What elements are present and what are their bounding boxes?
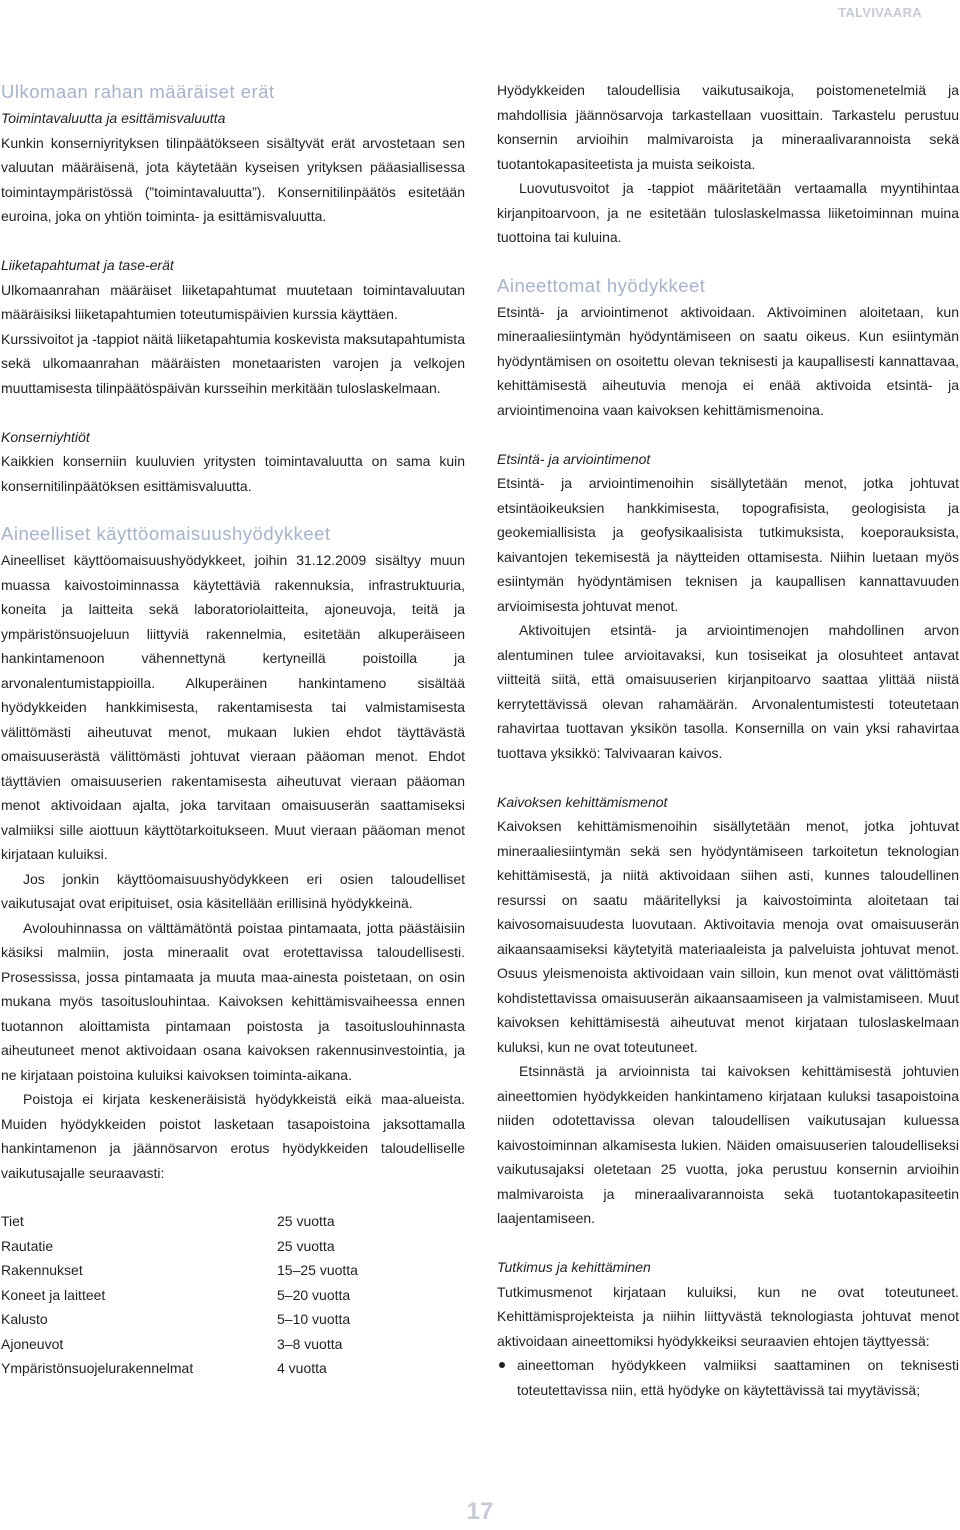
paragraph: Luovutusvoitot ja -tappiot määritetään vertaamalla myyntihintaa kirjanpitoarvoon, ja ne esitetään tuloslaskelmassa liiketoiminnan muina tuottoina tai kuluina. [497, 180, 959, 245]
subheading-transactions: Liiketapahtumat ja tase-erät [1, 257, 174, 273]
paragraph: Etsinnästä ja arvioinnista tai kaivoksen kehittämisestä johtuvien aineettomien hyödykkeiden hankintameno kirjataan kuluksi tasapoistoina niiden odotettavissa olevan taloudellisen vaikutusajan kuluessa kaivostoiminnan alkamisesta lukien. Näiden omaisuuserien taloudelliseksi vaikutusajaksi oletetaan 25 vuotta, joka perustuu konsernin arvioihin malmivaroista ja mineraalivarannoista sekä tuotantokapasiteetin laajentamiseen. [497, 1063, 959, 1226]
paragraph: Poistoja ei kirjata keskeneräisistä hyödykkeistä eikä maa-alueista. Muiden hyödykkeiden poistot lasketaan tasapoistoina jaksottamalla hankintamenon ja jäännösarvon erotus hyödykkeiden taloudelliselle vaikutusajalle seuraavasti: [1, 1091, 465, 1181]
useful-life-table [1, 1209, 465, 1381]
paragraph: Kaivoksen kehittämismenoihin sisällytetään menot, jotka johtuvat mineraaliesiintymän sekä sen hyödyntämiseen tarkoitetun teknologian kehittämisestä, ja niitä aktivoidaan siihen asti, kunnes taloudellinen resurssi on saatu määritellyksi ja kaivostoiminta aloitetaan tai kaivosomaisuudesta luovutaan. Aktivoitavia menoja ovat omaisuuserän aikaansaamiseksi käytetyitä materiaaleista ja palveluista johtuvat menot. Osuus yleismenoista aktivoidaan vain silloin, kun menot ovat välittömästi kohdistettavissa omaisuuserän aikaansaamiseen ja valmistamiseen. Muut kaivoksen kehittämisestä aiheutuvat menot kirjataan tuloslaskelmaan kuluksi, kun ne ovat toteutuneet. [497, 818, 959, 1055]
table-row [1, 1283, 465, 1308]
list-item [497, 1353, 959, 1402]
subheading-exploration: Etsintä- ja arviointimenot [497, 450, 651, 467]
heading-tangible-assets: Aineelliset käyttöomaisuushyödykkeet [1, 523, 331, 544]
paragraph: Jos jonkin käyttöomaisuushyödykkeen eri osien taloudelliset vaikutusajat ovat eripituiset, osia käsitellään erillisinä hyödykkeinä. [1, 870, 465, 911]
heading-foreign-currency: Ulkomaan rahan määräiset erät [1, 81, 275, 102]
table-row [1, 1307, 465, 1332]
paragraph: Kunkin konserniyrityksen tilinpäätökseen sisältyvät erät arvostetaan sen valuutan määräisenä, jota käytetään kyseisen yrityksen pääasiallisessa toimintaympäristössä (”toimintavaluutta”). Konsernitilinpäätös esitetään euroina, joka on yhtiön toiminta- ja esittämisvaluutta. [1, 134, 465, 224]
paragraph: Aktivoitujen etsintä- ja arviointimenojen mahdollinen arvon alentuminen tulee arvioitavaksi, kun tosiseikat ja olosuhteet antavat viitteitä siitä, että omaisuuserien kirjanpitoarvo saattaa ylittää niistä kerrytettävissä olevan rahamäärän. Arvonalentumistesti toteutetaan rahavirtaa tuottavan yksikön tasolla. Konsernilla on vain yksi rahavirtaa tuottava yksikkö: Talvivaaran kaivos. [497, 622, 959, 761]
paragraph: Kurssivoitot ja -tappiot näitä liiketapahtumia koskevista maksutapahtumista sekä ulkomaanrahan määräisten monetaaristen varojen ja velkojen muuttamisesta tilinpäätöspäivän kursseihin merkitään tuloslaskelmaan. [1, 330, 465, 396]
table-label: Ajoneuvot [1, 1335, 64, 1352]
table-label: Rakennukset [1, 1262, 83, 1278]
paragraph: Etsintä- ja arviointimenoihin sisällytetään menot, jotka johtuvat etsintäoikeuksien hankkimisesta, topografisista, geologisista ja geokemiallisista ja geofysikaalisista tutkimuksista, koeporauksista, kaivantojen tekemisestä ja näytteiden ottamisesta. Niihin luetaan myös esiintymän hyödyntämisen teknisen ja kaupallisen kannattavuuden arvioimisesta johtuvat menot. [497, 475, 959, 614]
heading-intangible-assets: Aineettomat hyödykkeet [497, 274, 706, 296]
paragraph: Etsintä- ja arviointimenot aktivoidaan. Aktivoiminen aloitetaan, kun mineraaliesiintymän hyödyntämiseen on saatu oikeus. Kun esiintymän hyödyntämisen on osoitettu olevan teknisesti ja kaupallisesti kannattavaa, kehittämisestä aiheutuvia menoja ei enää aktivoida etsintä- ja arviointimenoina vaan kaivoksen kehittämismenoina. [497, 303, 959, 418]
paragraph: Aineelliset käyttöomaisuushyödykkeet, joihin 31.12.2009 sisältyy muun muassa kaivostoiminnassa käytettäviä rakennuksia, infrastruktuuria, koneita ja laitteita sekä laboratoriolaitteita, ajoneuvoja, teitä ja ympäristönsuojeluun liittyviä rakennelmia, esitetään alkuperäiseen hankintamenoon vähennettynä kertyneillä poistoilla ja arvonalentumistappioilla. Alkuperäinen hankintameno sisältää hyödykkeiden hankkimisesta, rakentamisesta tai valmistamisesta välittömästi aiheutuvat menot, mukaan lukien ehdot täyttävästä omaisuuserästä välittömästi johtuvat vieraan pääoman menot. Ehdot täyttävien omaisuuserien rakentamisesta aiheutuvat vieraan pääoman menot aktivoidaan ajalta, joka tarvitaan omaisuuserän saattamiseksi valmiiksi sille aiottuun käyttötarkoitukseen. Muut vieraan pääoman menot kirjataan kuluiksi. [1, 552, 465, 862]
paragraph: Kaikkien konserniin kuuluvien yritysten toimintavaluutta on sama kuin konsernitilinpäätöksen esittämisvaluutta. [1, 453, 465, 494]
table-row [1, 1258, 465, 1283]
table-value: 4 vuotta [277, 1360, 327, 1376]
table-row [1, 1234, 465, 1259]
table-value: 25 vuotta [277, 1213, 335, 1229]
page-number: 17 [466, 1498, 494, 1525]
table-value: 3–8 vuotta [277, 1335, 343, 1352]
subheading-mine-development: Kaivoksen kehittämismenot [497, 793, 668, 810]
paragraph: Ulkomaanrahan määräiset liiketapahtumat muutetaan toimintavaluutan määräisiksi liiketapahtumien toteutumispäivien kurssia käyttäen. [1, 281, 465, 322]
subheading-research: Tutkimus ja kehittäminen [497, 1259, 651, 1275]
paragraph: Hyödykkeiden taloudellisia vaikutusaikoja, poistomenetelmiä ja mahdollisia jäännösarvoja tarkastellaan vuosittain. Tarkastelu perustuu konsernin arvioihin malmivaroista ja mineraalivarannoista sekä tuotantokapasiteetista ja muista seikoista. [497, 82, 959, 172]
left-column [1, 78, 465, 1381]
table-label: Ympäristönsuojelurakennelmat [1, 1360, 194, 1376]
table-value: 5–20 vuotta [277, 1286, 351, 1303]
list-item-text: aineettoman hyödykkeen valmiiksi saattaminen on teknisesti toteutettavissa niin, että hyödyke on käytettävissä tai myytävissä; [517, 1357, 959, 1398]
table-label: Tiet [1, 1213, 24, 1229]
paragraph: Avolouhinnassa on välttämätöntä poistaa pintamaata, jotta päästäisiin käsiksi malmiin, josta mineraalit ovat erotettavissa taloudellisesti. Prosessissa, jossa pintamaata ja muuta maa-ainesta poistetaan, on osin mukana myös tasoituslouhintaa. Kaivoksen kehittämisvaiheessa ennen tuotannon aloittamista pintamaan poistosta ja tasoituslouhinnasta aiheutuneet menot aktivoidaan osana kaivoksen rakennusinvestointia, ja ne kirjataan poistoina kuluiksi kaivoksen toiminta-aikana. [1, 919, 465, 1083]
table-label: Kalusto [1, 1311, 48, 1327]
running-header: TALVIVAARA [838, 5, 922, 20]
table-value: 15–25 vuotta [277, 1262, 358, 1278]
table-label: Koneet ja laitteet [1, 1286, 106, 1303]
subheading-group-companies: Konserniyhtiöt [1, 428, 90, 445]
subheading-functional-currency: Toimintavaluutta ja esittämisvaluutta [1, 110, 226, 126]
table-row [1, 1332, 465, 1357]
table-value: 5–10 vuotta [277, 1311, 351, 1327]
bullet-icon [499, 1362, 505, 1368]
bullet-list [497, 1353, 959, 1402]
paragraph: Tutkimusmenot kirjataan kuluiksi, kun ne ovat toteutuneet. Kehittämisprojekteista ja niihin liittyvästä teknologiasta johtuvat menot aktivoidaan aineettomiksi hyödykkeiksi seuraavien ehtojen täyttyessä: [497, 1283, 959, 1349]
table-row [1, 1209, 465, 1234]
table-value: 25 vuotta [277, 1237, 335, 1254]
right-column [497, 78, 959, 1402]
table-row [1, 1356, 465, 1381]
table-label: Rautatie [1, 1237, 54, 1254]
